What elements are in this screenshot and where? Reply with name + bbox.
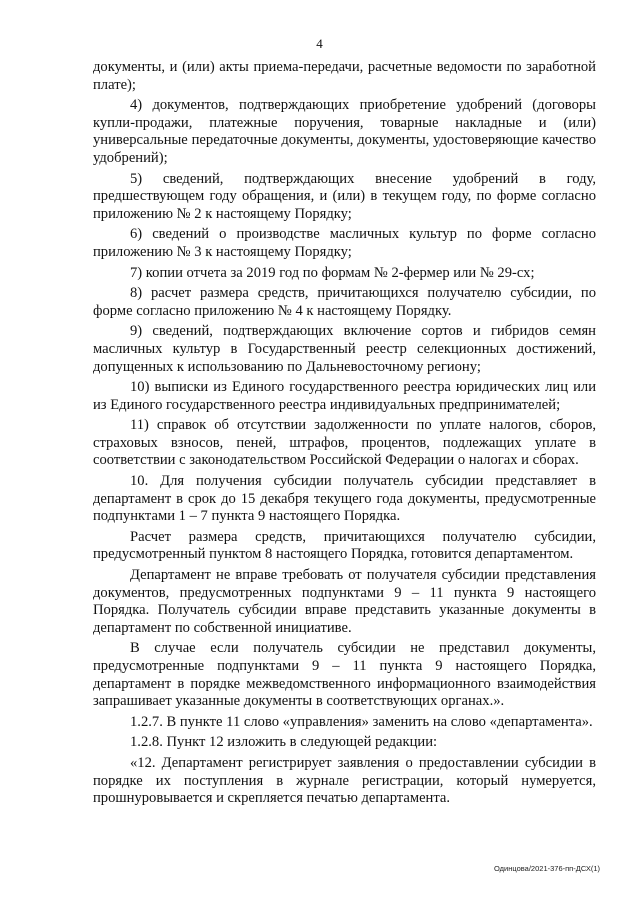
paragraph-item-6: 6) сведений о производстве масличных культур по форме согласно приложению № 3 к настоящему Порядку;	[93, 226, 596, 260]
paragraph-clause-12: «12. Департамент регистрирует заявления о предоставлении субсидии в порядке их поступления в журнале регистрации, который нумеруется, прошнуровывается и скрепляется печатью департамента.	[93, 754, 596, 807]
paragraph-item-4: 4) документов, подтверждающих приобретение удобрений (договоры купли-продажи, платежные поручения, товарные накладные и (или) универсальные передаточные документы, документы, удостоверяющие качество удобрений);	[93, 97, 596, 166]
paragraph-item-7: 7) копии отчета за 2019 год по формам № 2-фермер или № 29-сх;	[130, 264, 535, 281]
paragraph-continued: документы, и (или) акты приема-передачи, расчетные ведомости по заработной плате);	[93, 59, 596, 93]
page-number: 4	[316, 36, 323, 51]
paragraph-item-11: 11) справок об отсутствии задолженности по уплате налогов, сборов, страховых взносов, пеней, штрафов, процентов, подлежащих уплате в соответствии с законодательством Российской Федерации о налогах и сборах.	[93, 417, 596, 469]
paragraph-1-2-8: 1.2.8. Пункт 12 изложить в следующей редакции:	[130, 734, 438, 751]
paragraph-department-rights: Департамент не вправе требовать от получателя субсидии представления документов, предусмотренных подпунктами 9 – 11 пункта 9 настоящего Порядка. Получатель субсидии вправе представить указанные документы в департамент по собственной инициативе.	[93, 567, 596, 636]
paragraph-1-2-7: 1.2.7. В пункте 11 слово «управления» заменить на слово «департамента».	[130, 713, 593, 730]
document-footer-code: Одинцова/2021-376-пп-ДСХ(1)	[494, 864, 600, 873]
paragraph-interagency-request: В случае если получатель субсидии не представил документы, предусмотренные подпунктами 9 – 11 пункта 9 настоящего Порядка, департамент в порядке межведомственного информационного взаимодействия запрашивает указанные документы в соответствующих органах.».	[93, 640, 596, 710]
paragraph-clause-10: 10. Для получения субсидии получатель субсидии представляет в департамент в срок до 15 декабря текущего года документы, предусмотренные подпунктами 1 – 7 пункта 9 настоящего Порядка.	[93, 473, 596, 525]
paragraph-item-5: 5) сведений, подтверждающих внесение удобрений в году, предшествующем году обращения, и (или) в текущем году, по форме согласно приложению № 2 к настоящему Порядку;	[93, 170, 596, 222]
document-body	[93, 59, 596, 811]
paragraph-item-10: 10) выписки из Единого государственного реестра юридических лиц или из Единого государственного реестра индивидуальных предпринимателей;	[93, 379, 596, 413]
paragraph-item-9: 9) сведений, подтверждающих включение сортов и гибридов семян масличных культур в Государственный реестр селекционных достижений, допущенных к использованию по Дальневосточному региону;	[93, 323, 596, 375]
paragraph-item-8: 8) расчет размера средств, причитающихся получателю субсидии, по форме согласно приложению № 4 к настоящему Порядку.	[93, 285, 596, 319]
paragraph-calculation: Расчет размера средств, причитающихся получателю субсидии, предусмотренный пунктом 8 настоящего Порядка, готовится департаментом.	[93, 528, 596, 563]
